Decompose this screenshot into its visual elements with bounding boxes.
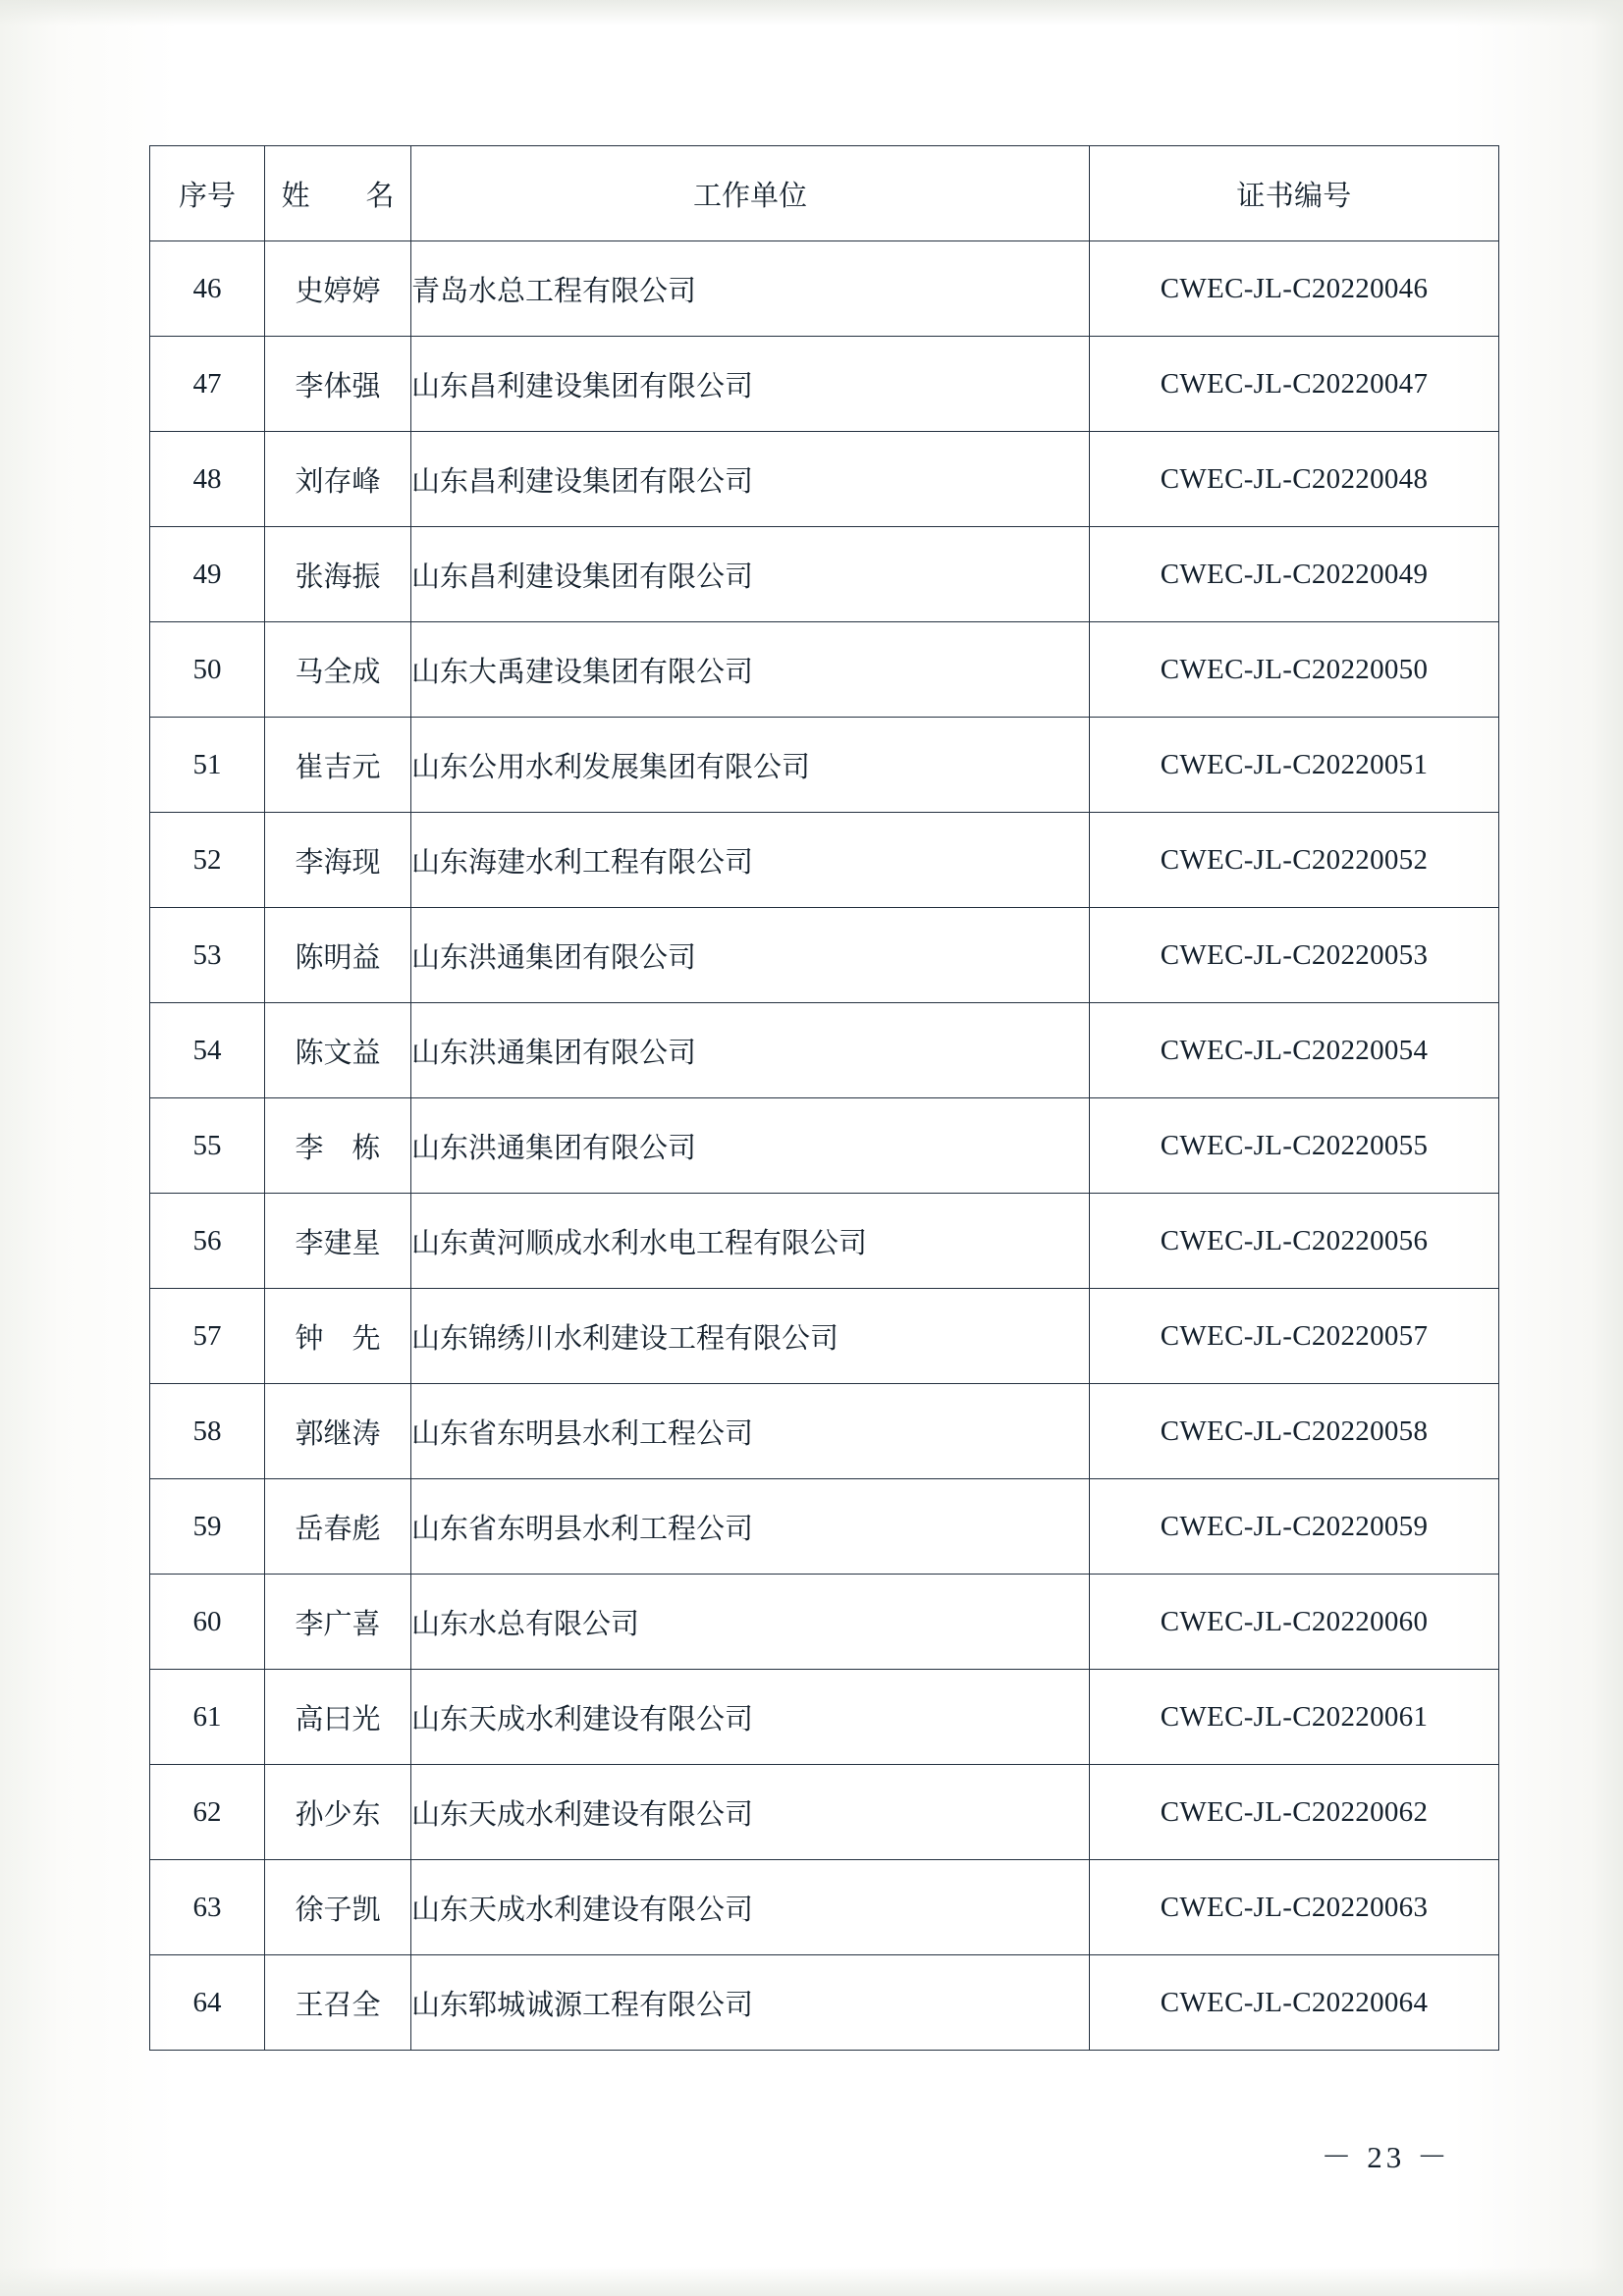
cell-name: 史婷婷 [265, 241, 411, 337]
cell-index: 47 [150, 337, 265, 432]
cell-index: 50 [150, 622, 265, 718]
cell-name: 马全成 [265, 622, 411, 718]
cell-name: 陈明益 [265, 908, 411, 1003]
cell-organization: 山东昌利建设集团有限公司 [411, 527, 1090, 622]
cell-organization: 山东海建水利工程有限公司 [411, 813, 1090, 908]
table-row [150, 1479, 1499, 1575]
cell-index: 46 [150, 241, 265, 337]
cell-name: 李海现 [265, 813, 411, 908]
cell-organization: 山东天成水利建设有限公司 [411, 1765, 1090, 1860]
scan-edge-bottom [0, 2267, 1623, 2296]
cell-index: 58 [150, 1384, 265, 1479]
table-row [150, 718, 1499, 813]
table-row [150, 241, 1499, 337]
cell-index: 52 [150, 813, 265, 908]
cell-name: 岳春彪 [265, 1479, 411, 1575]
cell-name: 郭继涛 [265, 1384, 411, 1479]
cell-name: 张海振 [265, 527, 411, 622]
cell-index: 48 [150, 432, 265, 527]
cell-certificate: CWEC-JL-C20220046 [1090, 241, 1499, 337]
table-body [150, 241, 1499, 2051]
cell-name: 李体强 [265, 337, 411, 432]
page-number: － 23 － [1321, 2140, 1451, 2174]
cell-certificate: CWEC-JL-C20220050 [1090, 622, 1499, 718]
cell-index: 60 [150, 1575, 265, 1670]
column-header-name: 姓 名 [265, 146, 411, 241]
cell-organization: 山东大禹建设集团有限公司 [411, 622, 1090, 718]
cell-certificate: CWEC-JL-C20220051 [1090, 718, 1499, 813]
column-header-certificate: 证书编号 [1090, 146, 1499, 241]
cell-certificate: CWEC-JL-C20220058 [1090, 1384, 1499, 1479]
cell-organization: 山东锦绣川水利建设工程有限公司 [411, 1289, 1090, 1384]
table-header-row [150, 146, 1499, 241]
column-header-organization: 工作单位 [411, 146, 1090, 241]
cell-organization: 山东省东明县水利工程公司 [411, 1479, 1090, 1575]
cell-organization: 山东洪通集团有限公司 [411, 1098, 1090, 1194]
table-row [150, 527, 1499, 622]
cell-certificate: CWEC-JL-C20220064 [1090, 1955, 1499, 2051]
table-header [150, 146, 1499, 241]
cell-organization: 山东天成水利建设有限公司 [411, 1670, 1090, 1765]
certificate-roster-table [149, 145, 1499, 2051]
cell-name: 陈文益 [265, 1003, 411, 1098]
table-row [150, 1098, 1499, 1194]
cell-organization: 山东黄河顺成水利水电工程有限公司 [411, 1194, 1090, 1289]
cell-index: 54 [150, 1003, 265, 1098]
cell-name: 李广喜 [265, 1575, 411, 1670]
cell-organization: 山东洪通集团有限公司 [411, 908, 1090, 1003]
cell-name: 王召全 [265, 1955, 411, 2051]
cell-index: 63 [150, 1860, 265, 1955]
cell-name: 刘存峰 [265, 432, 411, 527]
cell-name: 高曰光 [265, 1670, 411, 1765]
cell-certificate: CWEC-JL-C20220049 [1090, 527, 1499, 622]
column-header-index: 序号 [150, 146, 265, 241]
table-row [150, 1670, 1499, 1765]
table-row [150, 1289, 1499, 1384]
cell-certificate: CWEC-JL-C20220048 [1090, 432, 1499, 527]
cell-certificate: CWEC-JL-C20220060 [1090, 1575, 1499, 1670]
cell-organization: 山东省东明县水利工程公司 [411, 1384, 1090, 1479]
cell-name: 孙少东 [265, 1765, 411, 1860]
table-row [150, 1955, 1499, 2051]
table-row [150, 1765, 1499, 1860]
table-row [150, 1384, 1499, 1479]
table-row [150, 622, 1499, 718]
cell-index: 53 [150, 908, 265, 1003]
cell-certificate: CWEC-JL-C20220056 [1090, 1194, 1499, 1289]
table-row [150, 1860, 1499, 1955]
cell-name: 李建星 [265, 1194, 411, 1289]
cell-organization: 山东郓城诚源工程有限公司 [411, 1955, 1090, 2051]
cell-index: 59 [150, 1479, 265, 1575]
cell-index: 57 [150, 1289, 265, 1384]
cell-index: 62 [150, 1765, 265, 1860]
cell-name: 徐子凯 [265, 1860, 411, 1955]
cell-organization: 山东水总有限公司 [411, 1575, 1090, 1670]
table-row [150, 1575, 1499, 1670]
cell-organization: 山东昌利建设集团有限公司 [411, 337, 1090, 432]
cell-name: 李 栋 [265, 1098, 411, 1194]
cell-index: 64 [150, 1955, 265, 2051]
table-row [150, 1003, 1499, 1098]
cell-certificate: CWEC-JL-C20220061 [1090, 1670, 1499, 1765]
cell-certificate: CWEC-JL-C20220053 [1090, 908, 1499, 1003]
table-row [150, 432, 1499, 527]
table-row [150, 813, 1499, 908]
table-row [150, 337, 1499, 432]
table-row [150, 1194, 1499, 1289]
scan-edge-top [0, 0, 1623, 26]
cell-organization: 山东昌利建设集团有限公司 [411, 432, 1090, 527]
cell-index: 55 [150, 1098, 265, 1194]
cell-certificate: CWEC-JL-C20220047 [1090, 337, 1499, 432]
cell-organization: 山东天成水利建设有限公司 [411, 1860, 1090, 1955]
table-row [150, 908, 1499, 1003]
cell-organization: 山东洪通集团有限公司 [411, 1003, 1090, 1098]
cell-index: 56 [150, 1194, 265, 1289]
cell-certificate: CWEC-JL-C20220057 [1090, 1289, 1499, 1384]
cell-certificate: CWEC-JL-C20220062 [1090, 1765, 1499, 1860]
cell-name: 钟 先 [265, 1289, 411, 1384]
cell-certificate: CWEC-JL-C20220052 [1090, 813, 1499, 908]
cell-organization: 山东公用水利发展集团有限公司 [411, 718, 1090, 813]
cell-certificate: CWEC-JL-C20220054 [1090, 1003, 1499, 1098]
cell-certificate: CWEC-JL-C20220063 [1090, 1860, 1499, 1955]
cell-index: 49 [150, 527, 265, 622]
cell-organization: 青岛水总工程有限公司 [411, 241, 1090, 337]
cell-certificate: CWEC-JL-C20220059 [1090, 1479, 1499, 1575]
cell-index: 51 [150, 718, 265, 813]
cell-certificate: CWEC-JL-C20220055 [1090, 1098, 1499, 1194]
cell-name: 崔吉元 [265, 718, 411, 813]
cell-index: 61 [150, 1670, 265, 1765]
